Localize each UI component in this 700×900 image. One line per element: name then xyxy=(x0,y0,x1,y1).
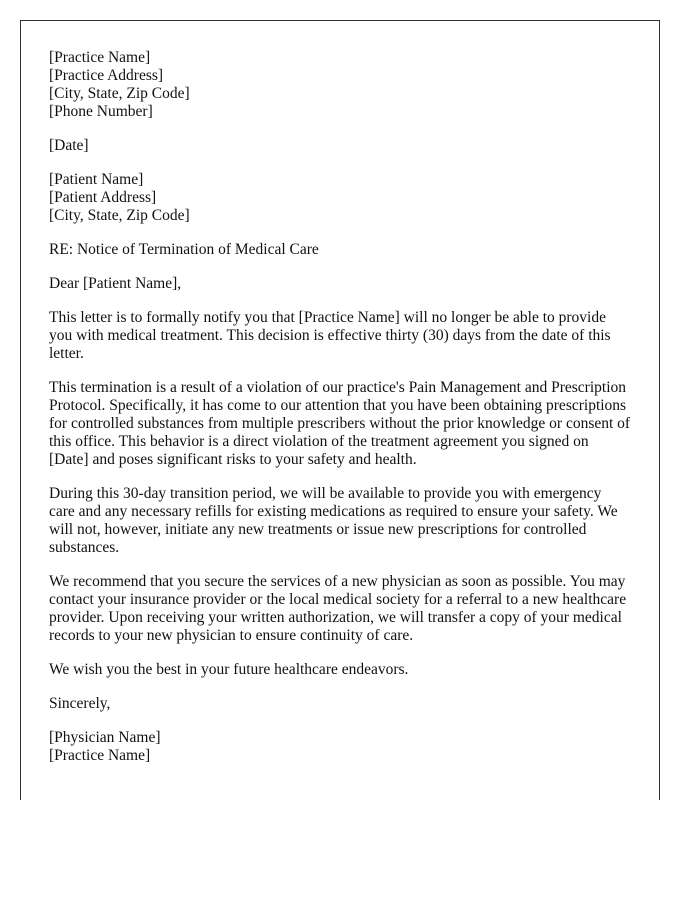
date-line: [Date] xyxy=(49,137,89,154)
recipient-address: [Patient Address] xyxy=(49,189,157,206)
letter-page xyxy=(20,20,660,800)
subject-line: RE: Notice of Termination of Medical Care xyxy=(49,241,319,258)
sender-block xyxy=(49,49,631,121)
salutation: Dear [Patient Name], xyxy=(49,275,182,292)
body-paragraph: This letter is to formally notify you that [Practice Name] will no longer be able to provide you with medical treatment. This decision is effective thirty (30) days from the date of this letter. xyxy=(49,309,611,362)
body-paragraph: During this 30-day transition period, we will be available to provide you with emergency care and any necessary refills for existing medications as required to ensure your safety. We will not, however, initiate any new treatments or issue new prescriptions for controlled substances. xyxy=(49,485,618,556)
closing: Sincerely, xyxy=(49,695,111,712)
sender-city-state-zip: [City, State, Zip Code] xyxy=(49,85,190,102)
recipient-block xyxy=(49,171,631,225)
sender-practice-name: [Practice Name] xyxy=(49,49,151,66)
body-paragraph: We recommend that you secure the services of a new physician as soon as possible. You may contact your insurance provider or the local medical society for a referral to a new healthcare provider. Upon receiving your written authorization, we will transfer a copy of your medical records to your new physician to ensure continuity of care. xyxy=(49,573,627,644)
signature-block xyxy=(49,729,631,765)
signature-practice-name: [Practice Name] xyxy=(49,747,151,764)
sender-practice-address: [Practice Address] xyxy=(49,67,164,84)
body-paragraph: This termination is a result of a violation of our practice's Pain Management and Prescription Protocol. Specifically, it has come to our attention that you have been obtaining prescriptions for controlled substances from multiple prescribers without the prior knowledge or consent of this office. This behavior is a direct violation of the treatment agreement you signed on [Date] and poses significant risks to your safety and health. xyxy=(49,379,631,468)
recipient-city-state-zip: [City, State, Zip Code] xyxy=(49,207,190,224)
sender-phone: [Phone Number] xyxy=(49,103,153,120)
recipient-name: [Patient Name] xyxy=(49,171,144,188)
signature-physician-name: [Physician Name] xyxy=(49,729,161,746)
body-paragraph: We wish you the best in your future healthcare endeavors. xyxy=(49,661,409,678)
